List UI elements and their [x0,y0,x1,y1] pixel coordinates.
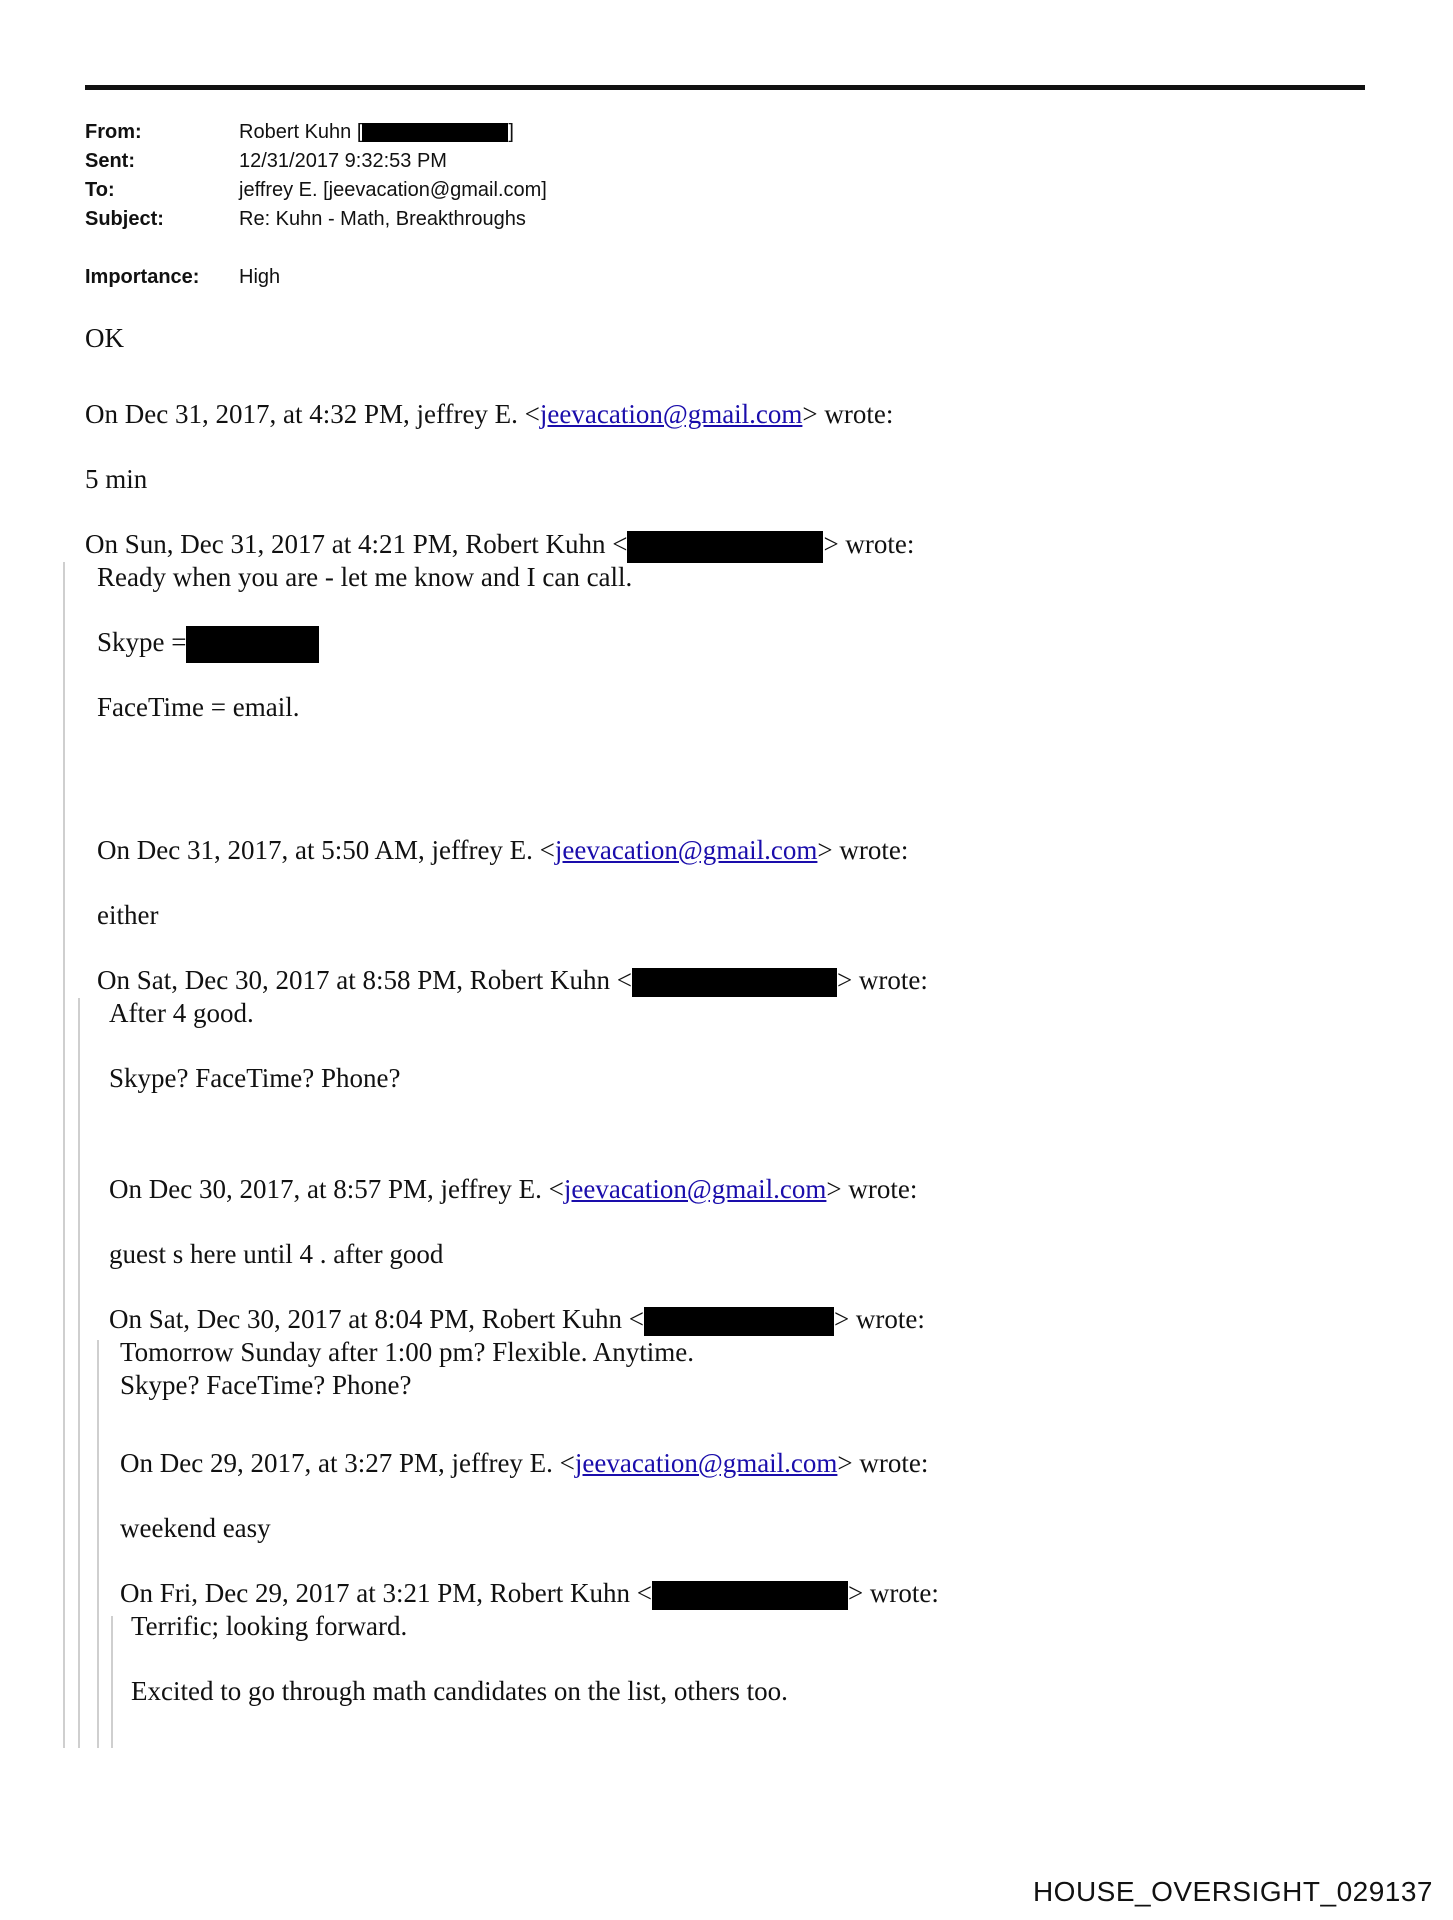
importance-row [85,263,547,292]
quote-text: Tomorrow Sunday after 1:00 pm? Flexible. Anytime. [120,1337,695,1367]
quote-header-text: On Sat, Dec 30, 2017 at 8:04 PM, Robert Kuhn < [109,1304,644,1334]
quote-bar [111,1616,113,1748]
document-id: HOUSE_OVERSIGHT_029137 [1032,1876,1433,1907]
wrote-text: > wrote: [847,1578,939,1608]
quote-text: either [97,900,159,930]
quote-header-text: On Fri, Dec 29, 2017 at 3:21 PM, Robert Kuhn < [120,1578,652,1608]
email-link[interactable]: jeevacation@gmail.com [574,1448,838,1478]
from-row [85,118,547,147]
email-link[interactable]: jeevacation@gmail.com [554,835,818,865]
from-close: ] [508,121,514,143]
quote-header [97,834,908,866]
quote-header-text: On Sat, Dec 30, 2017 at 8:58 PM, Robert Kuhn < [97,965,632,995]
wrote-text: > wrote: [826,1174,918,1204]
importance-value: High [239,266,281,288]
quote-bar [78,998,80,1748]
sent-row [85,147,547,176]
quote-header [85,528,914,563]
quote-header-text: On Dec 30, 2017, at 8:57 PM, jeffrey E. < [109,1174,564,1204]
sent-label: Sent: [85,150,135,172]
quote-bar [97,1340,99,1748]
redaction-box [362,123,508,142]
wrote-text: > wrote: [837,1448,929,1478]
redaction-box [644,1307,834,1336]
redaction-box [632,968,837,997]
from-value [239,118,514,147]
wrote-text: > wrote: [823,529,915,559]
quote-text: Ready when you are - let me know and I can call. [97,562,633,592]
wrote-text: > wrote: [817,835,909,865]
quote-text: FaceTime = email. [97,692,300,722]
to-row [85,176,547,205]
quote-header [85,398,893,430]
wrote-text: > wrote: [833,1304,925,1334]
quote-header [120,1447,928,1479]
email-link[interactable]: jeevacation@gmail.com [563,1174,827,1204]
quote-text: guest s here until 4 . after good [109,1239,444,1269]
top-rule [85,85,1365,90]
sent-value: 12/31/2017 9:32:53 PM [239,150,447,172]
quote-header-text: On Dec 29, 2017, at 3:27 PM, jeffrey E. < [120,1448,575,1478]
email-header [85,118,547,292]
to-value: jeffrey E. [jeevacation@gmail.com] [239,179,547,201]
subject-label: Subject: [85,208,164,230]
quote-text: Skype? FaceTime? Phone? [109,1063,401,1093]
quote-header-text: On Dec 31, 2017, at 5:50 AM, jeffrey E. < [97,835,555,865]
wrote-text: > wrote: [802,399,894,429]
wrote-text: > wrote: [836,965,928,995]
quote-text: After 4 good. [109,998,254,1028]
quote-header [109,1173,917,1205]
quote-text: Skype? FaceTime? Phone? [120,1370,412,1400]
quote-bar [63,562,65,1748]
quote-header-text: On Dec 31, 2017, at 4:32 PM, jeffrey E. < [85,399,540,429]
from-name: Robert Kuhn [ [239,121,363,143]
quote-header-text: On Sun, Dec 31, 2017 at 4:21 PM, Robert Kuhn < [85,529,628,559]
redaction-box [652,1581,848,1610]
redaction-box [627,531,823,563]
quote-header [109,1303,925,1336]
quote-header [120,1577,939,1610]
quote-header [97,964,928,997]
skype-label: Skype = [97,627,187,657]
to-label: To: [85,179,115,201]
quote-text: weekend easy [120,1513,271,1543]
quote-text: 5 min [85,464,148,494]
email-link[interactable]: jeevacation@gmail.com [539,399,803,429]
subject-value: Re: Kuhn - Math, Breakthroughs [239,208,526,230]
reply-text: OK [85,323,124,353]
skype-line [97,626,319,663]
redaction-box [186,626,319,663]
subject-row [85,205,547,234]
quote-text: Excited to go through math candidates on the list, others too. [131,1676,788,1706]
quote-text: Terrific; looking forward. [131,1611,408,1641]
from-label: From: [85,121,142,143]
importance-label: Importance: [85,266,200,288]
